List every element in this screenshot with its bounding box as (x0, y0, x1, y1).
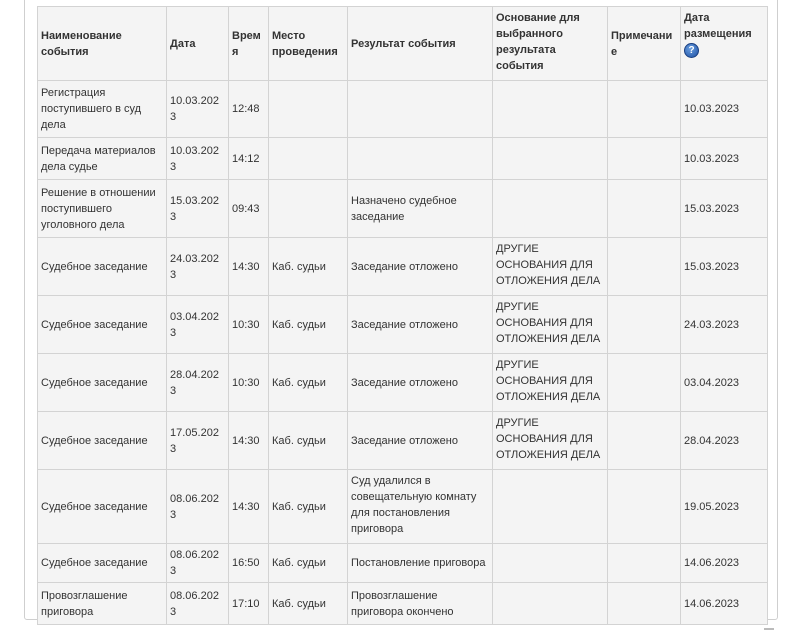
header-basis: Основание для выбранного результата события (493, 7, 608, 81)
cell-result: Заседание отложено (348, 296, 493, 354)
cell-place: Каб. судьи (269, 544, 348, 583)
header-time: Время (229, 7, 269, 81)
cell-posted-date: 10.03.2023 (681, 81, 768, 138)
cell-place (269, 138, 348, 180)
cell-place: Каб. судьи (269, 296, 348, 354)
cell-note (608, 412, 681, 470)
cell-event: Судебное заседание (38, 354, 167, 412)
cell-basis (493, 81, 608, 138)
cell-posted-date: 15.03.2023 (681, 180, 768, 238)
cell-basis (493, 470, 608, 544)
cell-result: Суд удалился в совещательную комнату для постановления приговора (348, 470, 493, 544)
cell-note (608, 180, 681, 238)
cell-time: 12:48 (229, 81, 269, 138)
table-row (38, 544, 768, 583)
cell-place: Каб. судьи (269, 354, 348, 412)
cell-event: Судебное заседание (38, 296, 167, 354)
header-note: Примечание (608, 7, 681, 81)
cell-event: Судебное заседание (38, 470, 167, 544)
cell-note (608, 583, 681, 625)
cell-basis: ДРУГИЕ ОСНОВАНИЯ ДЛЯ ОТЛОЖЕНИЯ ДЕЛА (493, 238, 608, 296)
cell-event: Судебное заседание (38, 238, 167, 296)
cell-posted-date: 28.04.2023 (681, 412, 768, 470)
cell-date: 08.06.2023 (167, 470, 229, 544)
table-row (38, 412, 768, 470)
cell-event: Судебное заседание (38, 412, 167, 470)
table-row (38, 81, 768, 138)
cell-event: Провозглашение приговора (38, 583, 167, 625)
header-result: Результат события (348, 7, 493, 81)
header-date: Дата (167, 7, 229, 81)
cell-posted-date: 14.06.2023 (681, 583, 768, 625)
cell-time: 14:30 (229, 238, 269, 296)
cell-posted-date: 14.06.2023 (681, 544, 768, 583)
cell-basis: ДРУГИЕ ОСНОВАНИЯ ДЛЯ ОТЛОЖЕНИЯ ДЕЛА (493, 296, 608, 354)
cell-date: 08.06.2023 (167, 583, 229, 625)
cell-event: Передача материалов дела судье (38, 138, 167, 180)
table-row (38, 180, 768, 238)
cell-place (269, 81, 348, 138)
cell-place: Каб. судьи (269, 412, 348, 470)
case-events-table (37, 6, 768, 625)
cell-note (608, 470, 681, 544)
cell-time: 17:10 (229, 583, 269, 625)
cell-note (608, 138, 681, 180)
cell-time: 14:30 (229, 412, 269, 470)
cell-result: Заседание отложено (348, 412, 493, 470)
cell-time: 10:30 (229, 354, 269, 412)
cell-result: Постановление приговора (348, 544, 493, 583)
table-row (38, 583, 768, 625)
cell-time: 14:30 (229, 470, 269, 544)
table-row (38, 296, 768, 354)
table-row (38, 138, 768, 180)
table-row (38, 238, 768, 296)
cell-result: Провозглашение приговора окончено (348, 583, 493, 625)
cell-time: 16:50 (229, 544, 269, 583)
cell-date: 08.06.2023 (167, 544, 229, 583)
cell-basis (493, 180, 608, 238)
table-header-row (38, 7, 768, 81)
cell-note (608, 238, 681, 296)
cell-note (608, 544, 681, 583)
cell-posted-date: 19.05.2023 (681, 470, 768, 544)
cell-date: 03.04.2023 (167, 296, 229, 354)
cell-posted-date: 15.03.2023 (681, 238, 768, 296)
header-event-name: Наименование события (38, 7, 167, 81)
header-posted-date (681, 7, 768, 81)
table-row (38, 470, 768, 544)
cell-time: 10:30 (229, 296, 269, 354)
cell-place: Каб. судьи (269, 583, 348, 625)
cell-basis (493, 138, 608, 180)
cell-place: Каб. судьи (269, 470, 348, 544)
cell-note (608, 296, 681, 354)
cell-posted-date: 10.03.2023 (681, 138, 768, 180)
cell-date: 24.03.2023 (167, 238, 229, 296)
cell-time: 14:12 (229, 138, 269, 180)
cell-event: Решение в отношении поступившего уголовного дела (38, 180, 167, 238)
cell-time: 09:43 (229, 180, 269, 238)
corner-divider (764, 628, 774, 630)
help-icon[interactable]: ? (684, 43, 699, 58)
table-row (38, 354, 768, 412)
cell-posted-date: 24.03.2023 (681, 296, 768, 354)
cell-result (348, 138, 493, 180)
cell-place (269, 180, 348, 238)
cell-date: 28.04.2023 (167, 354, 229, 412)
cell-note (608, 354, 681, 412)
cell-result (348, 81, 493, 138)
header-posted-date-label: Дата размещения (684, 12, 752, 40)
cell-basis (493, 583, 608, 625)
cell-date: 17.05.2023 (167, 412, 229, 470)
cell-posted-date: 03.04.2023 (681, 354, 768, 412)
cell-note (608, 81, 681, 138)
cell-place: Каб. судьи (269, 238, 348, 296)
cell-date: 15.03.2023 (167, 180, 229, 238)
cell-result: Заседание отложено (348, 354, 493, 412)
header-place: Место проведения (269, 7, 348, 81)
cell-basis: ДРУГИЕ ОСНОВАНИЯ ДЛЯ ОТЛОЖЕНИЯ ДЕЛА (493, 354, 608, 412)
cell-basis (493, 544, 608, 583)
cell-result: Заседание отложено (348, 238, 493, 296)
cell-event: Судебное заседание (38, 544, 167, 583)
cell-result: Назначено судебное заседание (348, 180, 493, 238)
cell-date: 10.03.2023 (167, 81, 229, 138)
cell-basis: ДРУГИЕ ОСНОВАНИЯ ДЛЯ ОТЛОЖЕНИЯ ДЕЛА (493, 412, 608, 470)
cell-event: Регистрация поступившего в суд дела (38, 81, 167, 138)
cell-date: 10.03.2023 (167, 138, 229, 180)
